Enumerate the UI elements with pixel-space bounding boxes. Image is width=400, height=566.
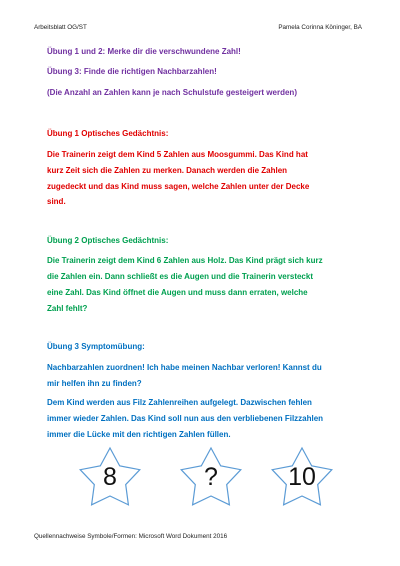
star-number-2: ? (204, 463, 218, 491)
exercise3-line: immer wieder Zahlen. Das Kind soll nun aus den verbliebenen Filzzahlen (47, 414, 324, 423)
intro-line-3: (Die Anzahl an Zahlen kann je nach Schulstufe gesteigert werden) (47, 88, 297, 97)
exercise2-title: Übung 2 Optisches Gedächtnis: (47, 236, 169, 245)
exercise2-line: die Zahlen ein. Dann schließt es die Augen und die Trainerin versteckt (47, 272, 313, 281)
exercise1-line: Die Trainerin zeigt dem Kind 5 Zahlen aus Moosgummi. Das Kind hat (47, 150, 308, 159)
exercise2-line: eine Zahl. Das Kind öffnet die Augen und muss dann erraten, welche (47, 288, 308, 297)
header-right: Pamela Corinna Köninger, BA (278, 24, 362, 31)
exercise1-line: sind. (47, 197, 66, 206)
exercise3-line: Nachbarzahlen zuordnen! Ich habe meinen Nachbar verloren! Kannst du (47, 363, 322, 372)
star-number-3: 10 (288, 463, 316, 491)
intro-line-2: Übung 3: Finde die richtigen Nachbarzahlen! (47, 67, 217, 76)
star-number-1: 8 (103, 463, 117, 491)
exercise1-line: kurz Zeit sich die Zahlen zu merken. Danach werden die Zahlen (47, 166, 288, 175)
exercise2-line: Die Trainerin zeigt dem Kind 6 Zahlen aus Holz. Das Kind prägt sich kurz (47, 256, 323, 265)
header-left: Arbeitsblatt OG/ST (34, 24, 87, 31)
exercise3-line: immer die Lücke mit den richtigen Zahlen füllen. (47, 430, 231, 439)
exercise1-line: zugedeckt und das Kind muss sagen, welche Zahlen unter der Decke (47, 182, 310, 191)
footer-source: Quellennachweise Symbole/Formen: Microsoft Word Dokument 2016 (34, 533, 228, 540)
exercise1-title: Übung 1 Optisches Gedächtnis: (47, 129, 169, 138)
exercise3-line: mir helfen ihn zu finden? (47, 379, 142, 388)
exercise2-line: Zahl fehlt? (47, 304, 88, 313)
exercise3-line: Dem Kind werden aus Filz Zahlenreihen aufgelegt. Dazwischen fehlen (47, 398, 312, 407)
exercise3-title: Übung 3 Symptomübung: (47, 342, 145, 351)
intro-line-1: Übung 1 und 2: Merke dir die verschwundene Zahl! (47, 47, 241, 56)
